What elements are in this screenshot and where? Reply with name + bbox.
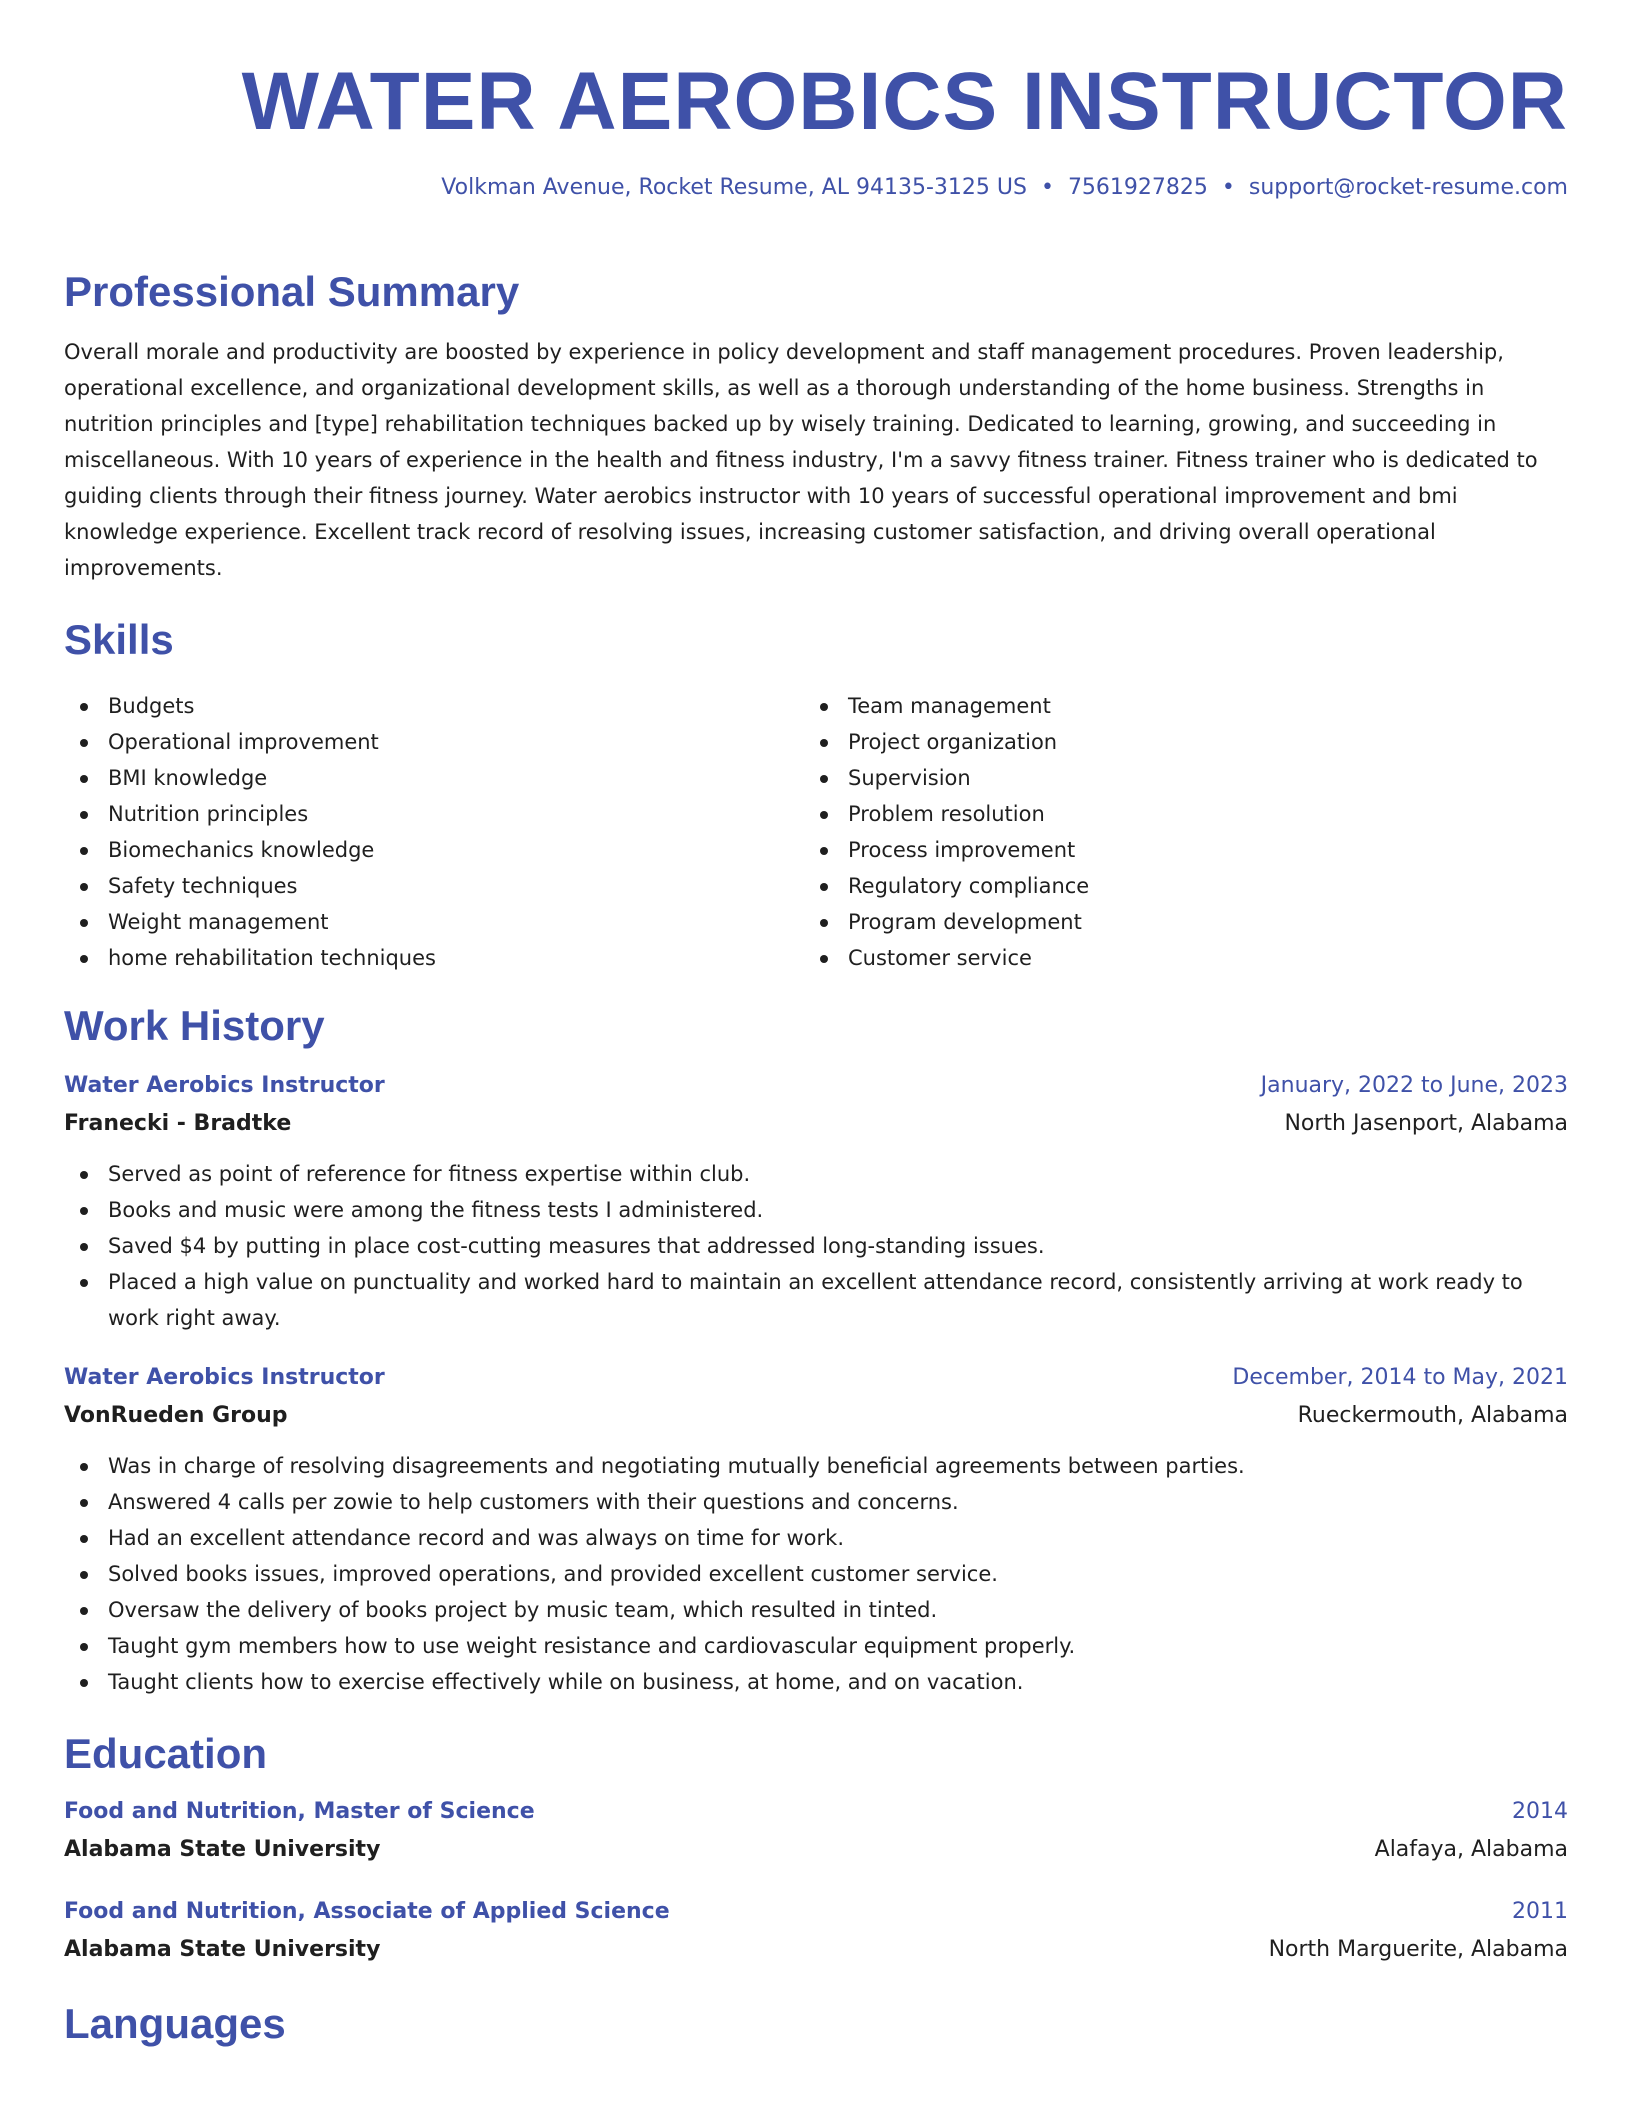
phone: 7561927825 xyxy=(1067,175,1208,200)
job-dates: December, 2014 to May, 2021 xyxy=(1232,1365,1568,1390)
skill-item: Safety techniques xyxy=(64,868,804,904)
job-title: Water Aerobics Instructor xyxy=(64,1365,385,1390)
school-name: Alabama State University xyxy=(64,1837,381,1862)
skill-item: Budgets xyxy=(64,688,804,724)
skill-item: Customer service xyxy=(804,940,1544,976)
job-org-row xyxy=(64,1104,1568,1144)
duty-item: Answered 4 calls per zowie to help customers with their questions and concerns. xyxy=(64,1484,1568,1520)
summary-heading: Professional Summary xyxy=(64,268,520,315)
resume-page xyxy=(64,0,1568,2050)
skill-item: Biomechanics knowledge xyxy=(64,832,804,868)
duty-item: Taught gym members how to use weight resistance and cardiovascular equipment properly. xyxy=(64,1628,1568,1664)
contact-separator: • xyxy=(1221,175,1235,200)
school-location: North Marguerite, Alabama xyxy=(1268,1937,1568,1962)
skill-item: Operational improvement xyxy=(64,724,804,760)
duty-item: Taught clients how to exercise effectively while on business, at home, and on vacation. xyxy=(64,1664,1568,1700)
job-location: Rueckermouth, Alabama xyxy=(1297,1403,1568,1428)
skill-item: Nutrition principles xyxy=(64,796,804,832)
languages-heading: Languages xyxy=(64,2000,286,2047)
duty-item: Served as point of reference for fitness expertise within club. xyxy=(64,1156,1568,1192)
skill-item: Program development xyxy=(804,904,1544,940)
school-location: Alafaya, Alabama xyxy=(1374,1837,1568,1862)
degree: Food and Nutrition, Master of Science xyxy=(64,1799,535,1824)
graduation-year: 2011 xyxy=(1512,1899,1568,1924)
skill-item: Problem resolution xyxy=(804,796,1544,832)
skill-item: Process improvement xyxy=(804,832,1544,868)
job-location: North Jasenport, Alabama xyxy=(1284,1111,1568,1136)
skill-item: Project organization xyxy=(804,724,1544,760)
candidate-name: WATER AEROBICS INSTRUCTOR xyxy=(241,56,1568,147)
education-entry xyxy=(64,1894,1568,1970)
duty-item: Had an excellent attendance record and was always on time for work. xyxy=(64,1520,1568,1556)
education-header-row xyxy=(64,1894,1568,1930)
address: Volkman Avenue, Rocket Resume, AL 94135-3125 US xyxy=(441,175,1027,200)
skill-item: home rehabilitation techniques xyxy=(64,940,804,976)
job-org-row xyxy=(64,1396,1568,1436)
skill-item: Weight management xyxy=(64,904,804,940)
job-title: Water Aerobics Instructor xyxy=(64,1073,385,1098)
duty-item: Saved $4 by putting in place cost-cutting measures that addressed long-standing issues. xyxy=(64,1228,1568,1264)
resume-header xyxy=(64,0,1568,204)
education-header-row xyxy=(64,1794,1568,1830)
skills-list xyxy=(64,688,1568,976)
skill-item: Team management xyxy=(804,688,1544,724)
duty-item: Placed a high value on punctuality and worked hard to maintain an excellent attendance record, consistently arriving at work ready to work right away. xyxy=(64,1264,1568,1336)
skills-column-left xyxy=(64,688,804,976)
duty-item: Oversaw the delivery of books project by music team, which resulted in tinted. xyxy=(64,1592,1568,1628)
company-name: Franecki - Bradtke xyxy=(64,1111,292,1136)
degree: Food and Nutrition, Associate of Applied Science xyxy=(64,1899,670,1924)
skill-item: Regulatory compliance xyxy=(804,868,1544,904)
skill-item: BMI knowledge xyxy=(64,760,804,796)
contact-line xyxy=(64,172,1568,204)
education-entry xyxy=(64,1794,1568,1870)
email-link[interactable]: support@rocket-resume.com xyxy=(1248,175,1568,200)
job-duties xyxy=(64,1156,1568,1336)
job-header-row xyxy=(64,1068,1568,1104)
education-heading: Education xyxy=(64,1730,268,1777)
graduation-year: 2014 xyxy=(1512,1799,1568,1824)
contact-separator: • xyxy=(1040,175,1054,200)
job-entry xyxy=(64,1068,1568,1336)
education-school-row xyxy=(64,1930,1568,1970)
job-dates: January, 2022 to June, 2023 xyxy=(1260,1073,1568,1098)
work-history-heading: Work History xyxy=(64,1002,325,1049)
job-header-row xyxy=(64,1360,1568,1396)
duty-item: Books and music were among the fitness tests I administered. xyxy=(64,1192,1568,1228)
skill-item: Supervision xyxy=(804,760,1544,796)
skills-column-right xyxy=(804,688,1544,976)
job-duties xyxy=(64,1448,1568,1700)
summary-text: Overall morale and productivity are boosted by experience in policy development and staff management procedures. Proven leadership, operational excellence, and organizational development skills, as well as a thorough understanding of the home business. Strengths in nutrition principles and [type] rehabilitation techniques backed up by wisely training. Dedicated to learning, growing, and succeeding in miscellaneous. With 10 years of experience in the health and fitness industry, I'm a savvy fitness trainer. Fitness trainer who is dedicated to guiding clients through their fitness journey. Water aerobics instructor with 10 years of successful operational improvement and bmi knowledge experience. Excellent track record of resolving issues, increasing customer satisfaction, and driving overall operational improvements. xyxy=(64,340,1538,580)
duty-item: Was in charge of resolving disagreements and negotiating mutually beneficial agreements between parties. xyxy=(64,1448,1568,1484)
company-name: VonRueden Group xyxy=(64,1403,288,1428)
school-name: Alabama State University xyxy=(64,1937,381,1962)
skills-heading: Skills xyxy=(64,616,174,663)
duty-item: Solved books issues, improved operations, and provided excellent customer service. xyxy=(64,1556,1568,1592)
job-entry xyxy=(64,1360,1568,1700)
education-school-row xyxy=(64,1830,1568,1870)
